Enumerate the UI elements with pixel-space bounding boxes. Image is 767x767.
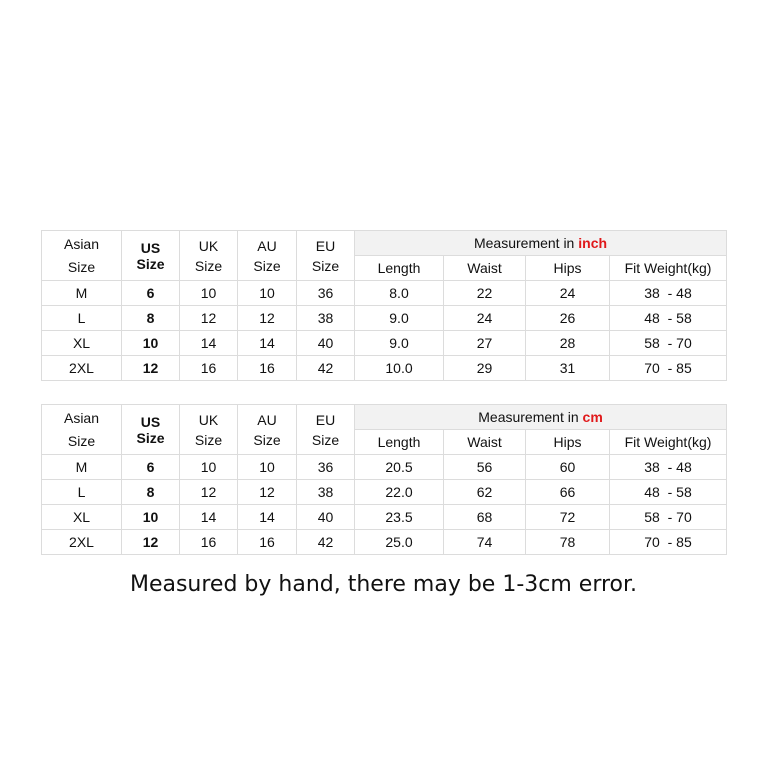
header-measurement <box>355 405 727 430</box>
header-au-size: AU Size <box>238 405 297 455</box>
table-row: M 6 10 10 36 8.0 22 24 38 - 48 <box>42 281 727 306</box>
header-uk-size: UK Size <box>180 231 238 281</box>
header-hips: Hips <box>526 430 610 455</box>
header-uk-size: UK Size <box>180 405 238 455</box>
table-row: L 8 12 12 38 22.0 62 66 48 - 58 <box>42 480 727 505</box>
table-row: 2XL 12 16 16 42 10.0 29 31 70 - 85 <box>42 356 727 381</box>
header-waist: Waist <box>444 430 526 455</box>
table-row: XL 10 14 14 40 23.5 68 72 58 - 70 <box>42 505 727 530</box>
table-row: L 8 12 12 38 9.0 24 26 48 - 58 <box>42 306 727 331</box>
measurement-prefix: Measurement in <box>478 409 579 425</box>
header-length: Length <box>355 256 444 281</box>
header-asian-size: Asian Size <box>42 231 122 281</box>
table-row: M 6 10 10 36 20.5 56 60 38 - 48 <box>42 455 727 480</box>
header-waist: Waist <box>444 256 526 281</box>
header-eu-size: EU Size <box>297 231 355 281</box>
header-fit-weight: Fit Weight(kg) <box>610 256 727 281</box>
header-measurement <box>355 231 727 256</box>
size-chart-cm <box>41 404 727 555</box>
header-au-size: AU Size <box>238 231 297 281</box>
header-asian-size: Asian Size <box>42 405 122 455</box>
header-length: Length <box>355 430 444 455</box>
header-us-size: US Size <box>122 405 180 455</box>
measurement-prefix: Measurement in <box>473 235 575 251</box>
footnote-measurement-error: Measured by hand, there may be 1-3cm error. <box>129 572 638 597</box>
table-row: XL 10 14 14 40 9.0 27 28 58 - 70 <box>42 331 727 356</box>
header-fit-weight: Fit Weight(kg) <box>610 430 727 455</box>
measurement-unit: inch <box>578 235 608 251</box>
header-hips: Hips <box>526 256 610 281</box>
header-us-size: US Size <box>122 231 180 281</box>
table-row: 2XL 12 16 16 42 25.0 74 78 70 - 85 <box>42 530 727 555</box>
size-chart-inch <box>41 230 727 381</box>
measurement-unit: cm <box>582 409 603 425</box>
header-eu-size: EU Size <box>297 405 355 455</box>
